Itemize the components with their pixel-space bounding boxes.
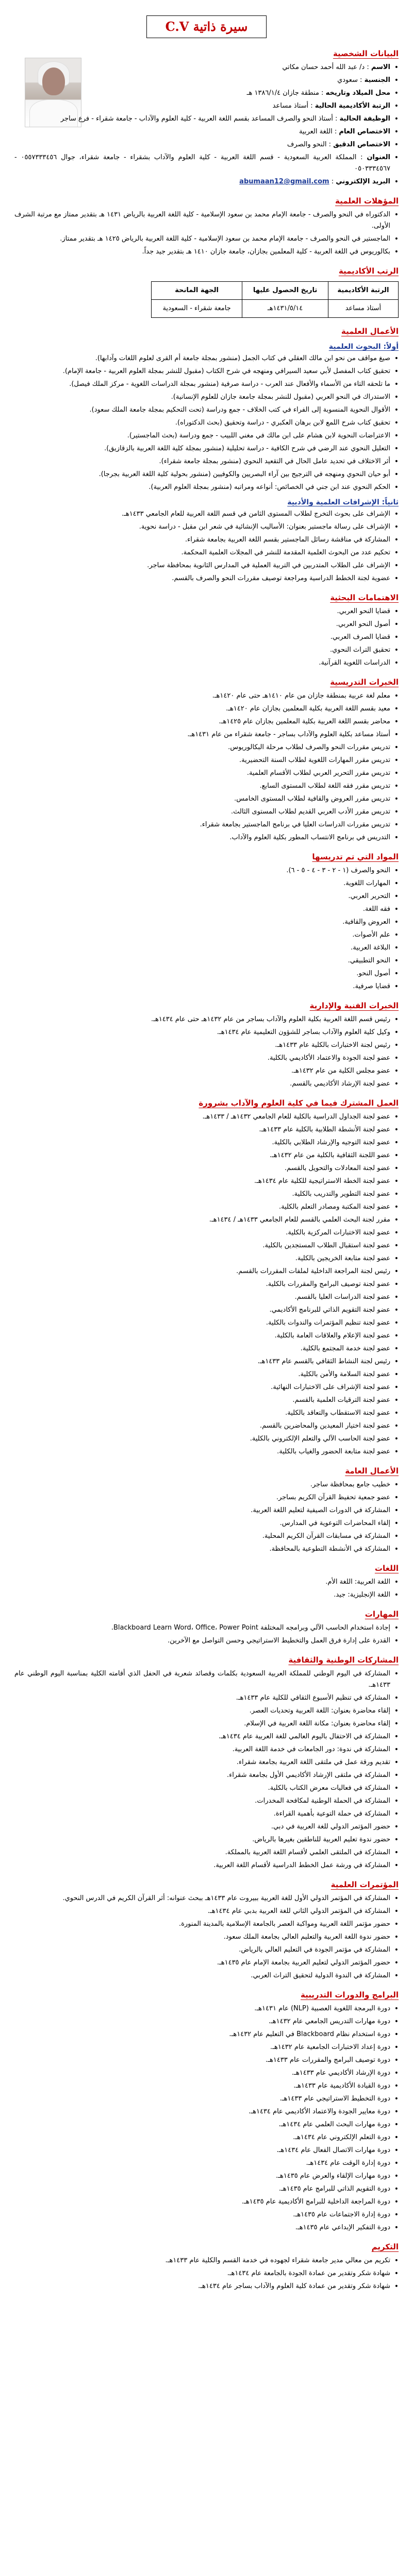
personal-value: : المملكة العربية السعودية - قسم اللغة العربية - كلية العلوم والآداب بشقراء - جامعة شقراء، جوال ٠٥٥٧٣٣٣٤٥٦ - ٠٥٠٣٣٣٤٥٦٧ — [14, 154, 390, 173]
list-item: • عضو لجنة المعادلات والتحويل بالقسم. — [14, 1163, 399, 1174]
list-item — [14, 100, 399, 112]
list-item: • النحو والصرف (١ - ٢ - ٣ - ٤ - ٥ - ٦). — [14, 865, 399, 876]
list-item: • فقه اللغة. — [14, 904, 399, 915]
personal-value: : أستاذ مساعد — [272, 102, 313, 110]
email-link[interactable]: abumaan12@gmail.com — [239, 178, 329, 185]
list-item: • بكالوريوس في اللغة العربية - كلية المعلمين بجازان، جامعة جازان ١٤١٠ هـ بتقدير جيد جداً. — [14, 246, 399, 258]
list-item: • عضو لجنة الإشراف على الاختبارات النهائية. — [14, 1382, 399, 1393]
list-item: • الدراسات اللغوية القرآنية. — [14, 657, 399, 669]
list-item: • عضو مجلس الكلية من عام ١٤٣٢هـ. — [14, 1065, 399, 1077]
list-item: • رئيس لجنة النشاط الثقافي بالقسم عام ١٤٣٣هـ. — [14, 1356, 399, 1367]
list-item: • البلاغة العربية. — [14, 942, 399, 954]
list-item: • عضو لجنة المكتبة ومصادر التعلم بالكلية. — [14, 1201, 399, 1213]
list-item — [14, 75, 399, 86]
conferences-list — [14, 1893, 399, 1981]
ranks-cell-grantor: جامعة شقراء - السعودية — [152, 300, 242, 318]
list-item: • دورة الإرشاد الأكاديمي عام ١٤٣٣هـ. — [14, 2067, 399, 2079]
section-heading-general-works: الأعمال العامة — [345, 1466, 399, 1476]
list-item: • البريد الإلكتروني : abumaan12@gmail.com — [14, 176, 399, 188]
list-item: • دورة إدارة الوقت عام ١٤٣٤هـ. — [14, 2158, 399, 2169]
list-item: • أبو حيان النحوي ومنهجه في الترجيح بين آراء البصريين والكوفيين (منشور بحولية كلية اللغة العربية بجرجا). — [14, 469, 399, 480]
list-item: • دورة توصيف البرامج والمقررات عام ١٤٣٣هـ. — [14, 2055, 399, 2066]
section-heading-personal: البيانات الشخصية — [333, 49, 399, 58]
list-item: • تحقيق كتاب المفصل لأبي سعيد السيرافي ومنهجه في شرح الكتاب (مقبول للنشر بمجلة العلوم العربية - جامعة الإمام). — [14, 366, 399, 377]
list-item: • شهادة شكر وتقدير من عمادة الجودة بالجامعة عام ١٤٣٤هـ. — [14, 2268, 399, 2279]
section-heading-degrees: المؤهلات العلمية — [335, 196, 399, 206]
list-item: • عضو لجنة الاختبارات المركزية بالكلية. — [14, 1227, 399, 1239]
personal-label: الجنسية — [364, 76, 390, 84]
list-item: • تدريس مقررات الدراسات العليا في برنامج الماجستير بجامعة شقراء. — [14, 819, 399, 831]
personal-label: الوظيفة الحالية — [339, 115, 390, 123]
list-item: • تدريس مقرر المهارات اللغوية لطلاب السنة التحضيرية. — [14, 755, 399, 766]
list-item: • المشاركة في ندوة: دور الجامعات في خدمة اللغة العربية. — [14, 1744, 399, 1755]
teaching-exp-list — [14, 690, 399, 843]
list-item: • قضايا صرفية. — [14, 981, 399, 992]
list-item: • المشاركة في الندوة الدولية لتحقيق التراث العربي. — [14, 1970, 399, 1981]
personal-section — [14, 47, 399, 188]
list-item: • مقرر لجنة البحث العلمي بالقسم للعام الجامعي ١٤٣٣هـ / ١٤٣٤هـ. — [14, 1214, 399, 1226]
ranks-header-row — [152, 282, 399, 300]
list-item: • تدريس مقرر الأدب العربي القديم لطلاب المستوى الثالث. — [14, 806, 399, 818]
list-item: • حضور ندوة اللغة العربية والتعليم العالي بجامعة الملك سعود. — [14, 1931, 399, 1943]
section-heading-programs: البرامج والدورات التدريبية — [300, 1990, 399, 1999]
ranks-header-rank: الرتبة الأكاديمية — [328, 282, 398, 300]
section-heading-honors: التكريم — [371, 2242, 399, 2251]
list-item: • أصول النحو العربي. — [14, 619, 399, 630]
section-heading-ranks: الرتب الأكاديمية — [338, 266, 399, 276]
list-item: • حضور ندوة تعليم العربية للناطقين بغيرها بالرياض. — [14, 1834, 399, 1845]
list-item: • دورة المراجعة الداخلية للبرامج الأكاديمية عام ١٤٣٥هـ. — [14, 2196, 399, 2208]
section-heading-courses: المواد التي تم تدريسها — [312, 852, 399, 861]
personal-value: : سعودي — [337, 76, 362, 84]
list-item: • دورة استخدام نظام Blackboard في التعليم عام ١٤٣٢هـ. — [14, 2029, 399, 2040]
skills-list — [14, 1622, 399, 1647]
list-item: • خطيب جامع بمحافظة ساجر. — [14, 1479, 399, 1490]
list-item: • عضو لجنة الدراسات العليا بالقسم. — [14, 1292, 399, 1303]
list-item: • عضوية لجنة الخطط الدراسية ومراجعة توصيف مقررات النحو والصرف بالقسم. — [14, 573, 399, 584]
list-item: • المشاركة في حملة التوعية بأهمية القراءة. — [14, 1808, 399, 1820]
section-heading-national: المشاركات الوطنية والثقافية — [288, 1655, 399, 1665]
list-item: • حضور المؤتمر الدولي للغة العربية في دبي. — [14, 1821, 399, 1833]
ranks-table — [151, 281, 399, 318]
list-item — [14, 62, 399, 73]
list-item: • المهارات اللغوية. — [14, 878, 399, 889]
list-item: • إلقاء محاضرة بعنوان: مكانة اللغة العربية في الإسلام. — [14, 1718, 399, 1730]
personal-value: : اللغة العربية — [299, 128, 337, 135]
list-item: • عضو لجنة الجداول الدراسية بالكلية للعام الجامعي ١٤٣٢هـ / ١٤٣٣هـ. — [14, 1111, 399, 1123]
list-item: • المشاركة في الدورات الصيفية لتعليم اللغة العربية. — [14, 1505, 399, 1516]
section-heading-teaching-exp: الخبرات التدريسية — [330, 677, 399, 687]
list-item — [14, 152, 399, 175]
list-item: • العروض والقافية. — [14, 917, 399, 928]
list-item: • الإشراف على رسالة ماجستير بعنوان: الأساليب الإنشائية في شعر ابن مقبل - دراسة نحوية. — [14, 521, 399, 533]
section-heading-conferences: المؤتمرات العلمية — [331, 1880, 399, 1889]
list-item: • علم الأصوات. — [14, 929, 399, 941]
list-item: • المشاركة في اليوم الوطني للمملكة العربية السعودية بكلمات وقصائد شعرية في الحفل الذي أقامته الكلية بمناسبة اليوم الوطني عام ١٤٣٣هـ. — [14, 1668, 399, 1691]
list-item: • رئيس قسم اللغة العربية بكلية العلوم والآداب بساجر من عام ١٤٣٢هـ حتى عام ١٤٣٤هـ. — [14, 1014, 399, 1025]
list-item: • تحكيم عدد من البحوث العلمية المقدمة للنشر في المجلات العلمية المحكمة. — [14, 547, 399, 558]
list-item: • تحقيق التراث النحوي. — [14, 645, 399, 656]
section-heading-joint-work: العمل المشترك فيما في كلية العلوم والآداب بشرورة — [199, 1098, 399, 1108]
list-item — [14, 88, 399, 99]
list-item: • دورة مهارات البحث العلمي عام ١٤٣٤هـ. — [14, 2119, 399, 2130]
list-item: • إلقاء محاضرة بعنوان: اللغة العربية وتحديات العصر. — [14, 1705, 399, 1717]
languages-list — [14, 1577, 399, 1601]
list-item: • عضو جمعية تحفيظ القرآن الكريم بساجر. — [14, 1492, 399, 1503]
programs-list — [14, 2003, 399, 2233]
list-item: • عضو لجنة اختيار المعيدين والمحاضرين بالقسم. — [14, 1420, 399, 1432]
ranks-header-grantor: الجهة المانحة — [152, 282, 242, 300]
list-item: • عضو لجنة الأنشطة الطلابية بالكلية عام ١٤٣٣هـ. — [14, 1124, 399, 1136]
list-item: • المشاركة في المؤتمر الدولي الأول للغة العربية ببيروت عام ١٤٣٣هـ ببحث عنوانه: أثر القرآن الكريم في الدرس النحوي. — [14, 1893, 399, 1904]
list-item: • عضو لجنة خدمة المجتمع بالكلية. — [14, 1343, 399, 1354]
list-item: • عضو لجنة التوجيه والإرشاد الطلابي بالكلية. — [14, 1137, 399, 1148]
ranks-header-date: تاريخ الحصول عليها — [242, 282, 328, 300]
list-item: • أستاذ مساعد بكلية العلوم والآداب بساجر - جامعة شقراء من عام ١٤٣١هـ. — [14, 729, 399, 740]
list-item: • تكريم من معالي مدير جامعة شقراء لجهوده في خدمة القسم والكلية عام ١٤٣٣هـ. — [14, 2255, 399, 2266]
list-item: • الأقوال النحوية المنسوبة إلى الفراء في كتب الخلاف - جمع ودراسة (تحت التحكيم بمجلة جامعة الملك سعود). — [14, 404, 399, 416]
general-works-list — [14, 1479, 399, 1555]
list-item: • المشاركة في فعاليات معرض الكتاب بالكلية. — [14, 1783, 399, 1794]
personal-value: : أستاذ النحو والصرف المساعد بقسم اللغة العربية - كلية العلوم والآداب - جامعة شقراء - فرع ساجر — [60, 115, 338, 123]
list-item: • المشاركة في مناقشة رسائل الماجستير بقسم اللغة العربية بجامعة شقراء. — [14, 534, 399, 546]
list-item: • عضو لجنة استقبال الطلاب المستجدين بالكلية. — [14, 1240, 399, 1251]
list-item: • عضو لجنة الخطة الاستراتيجية للكلية عام ١٤٣٤هـ. — [14, 1176, 399, 1187]
list-item: • الإشراف على الطلاب المتدربين في التربية العملية في المدارس الثانوية بمحافظة ساجر. — [14, 560, 399, 571]
list-item: • المشاركة في الأنشطة التطوعية بالمحافظة. — [14, 1544, 399, 1555]
personal-value: : النحو والصرف — [287, 141, 331, 148]
admin-exp-list — [14, 1014, 399, 1090]
degrees-list — [14, 209, 399, 258]
list-item: • رئيس لجنة المراجعة الداخلية لملفات المقررات بالقسم. — [14, 1266, 399, 1277]
list-item: • معلم لغة عربية بمنطقة جازان من عام ١٤١٠هـ حتى عام ١٤٢٠هـ. — [14, 690, 399, 702]
list-item: • إلقاء المحاضرات التوعوية في المدارس. — [14, 1518, 399, 1529]
section-heading-skills: المهارات — [365, 1609, 399, 1619]
sub-heading-research: أولاً: البحوث العلمية — [328, 343, 399, 351]
title-wrap — [14, 15, 399, 38]
list-item: • الحكم النحوي عند ابن جني في الخصائص: أنواعه ومراتبه (منشور بمجلة العلوم العربية). — [14, 482, 399, 493]
list-item: • عضو لجنة التطوير والتدريب بالكلية. — [14, 1189, 399, 1200]
list-item: • اللغة العربية: اللغة الأم. — [14, 1577, 399, 1588]
list-item: • المشاركة في الاحتفال باليوم العالمي للغة العربية عام ١٤٣٤هـ. — [14, 1731, 399, 1742]
list-item: • عضو لجنة الترقيات العلمية بالقسم. — [14, 1395, 399, 1406]
list-item: • المشاركة في الملتقى العلمي لأقسام اللغة العربية بالمملكة. — [14, 1847, 399, 1858]
list-item: • دورة التعلم الإلكتروني عام ١٤٣٤هـ. — [14, 2132, 399, 2143]
list-item — [14, 126, 399, 138]
list-item: • المشاركة في الحملة الوطنية لمكافحة المخدرات. — [14, 1795, 399, 1807]
list-item: • دورة إدارة الاجتماعات عام ١٤٣٥هـ. — [14, 2209, 399, 2221]
section-heading-languages: اللغات — [374, 1564, 399, 1573]
list-item: • دورة مهارات الاتصال الفعال عام ١٤٣٤هـ. — [14, 2145, 399, 2156]
list-item: • الماجستير في النحو والصرف - جامعة الإمام محمد بن سعود الإسلامية - كلية اللغة العربية بالرياض ١٤٢٥ هـ بتقدير ممتاز. — [14, 233, 399, 245]
list-item: • وكيل كلية العلوم والآداب بساجر للشؤون التعليمية عام ١٤٣٤هـ. — [14, 1027, 399, 1038]
list-item: • معيد بقسم اللغة العربية بكلية المعلمين بجازان عام ١٤٢٠هـ. — [14, 703, 399, 715]
personal-value: : د/ عبد الله أحمد حسان مكاتي — [282, 63, 369, 71]
list-item: • عضو لجنة الحاسب الآلي والتعلم الإلكتروني بالكلية. — [14, 1433, 399, 1445]
ranks-cell-rank: أستاذ مساعد — [328, 300, 398, 318]
list-item: • عضو لجنة توصيف البرامج والمقررات بالكلية. — [14, 1279, 399, 1290]
list-item: • قضايا الصرف العربي. — [14, 632, 399, 643]
list-item: • عضو لجنة السلامة والأمن بالكلية. — [14, 1369, 399, 1380]
list-item: • دورة مهارات الإلقاء والعرض عام ١٤٣٥هـ. — [14, 2171, 399, 2182]
list-item: • المشاركة في المؤتمر الدولي الثاني للغة العربية بدبي عام ١٤٣٤هـ. — [14, 1906, 399, 1917]
list-item: • تقديم ورقة عمل في ملتقى اللغة العربية بجامعة شقراء. — [14, 1757, 399, 1768]
list-item: • دورة التفكير الإبداعي عام ١٤٣٥هـ. — [14, 2222, 399, 2233]
list-item: • التدريس في برنامج الانتساب المطور بكلية العلوم والآداب. — [14, 832, 399, 843]
list-item: • المشاركة في مسابقات القرآن الكريم المحلية. — [14, 1531, 399, 1542]
personal-label: محل الميلاد وتاريخه — [325, 89, 390, 97]
list-item: • عضو لجنة متابعة الخريجين بالكلية. — [14, 1253, 399, 1264]
list-item: • أثر الاختلاف في تحديد عامل الحال في التقعيد النحوي (منشور بمجلة جامعة شقراء). — [14, 456, 399, 467]
personal-label: الرتبة الأكاديمية الحالية — [315, 102, 390, 110]
personal-label: البريد الإلكتروني — [336, 178, 390, 185]
list-item: • عضو لجنة متابعة الحضور والغياب بالكلية. — [14, 1446, 399, 1458]
list-item: • إجادة استخدام الحاسب الآلي وبرامجه المختلفة Blackboard Learn Word، Office، Power Point. — [14, 1622, 399, 1634]
list-item: • التعليل النحوي عند الرضي في شرح الكافية - دراسة تحليلية (منشور بمجلة كلية اللغة العربية بالزقازيق). — [14, 443, 399, 454]
supervision-list — [14, 509, 399, 584]
list-item: • صيغ مواقف من نحو ابن مالك العقلي في كتاب الجمل (منشور بمجلة جامعة أم القرى لعلوم اللغات وآدابها). — [14, 353, 399, 364]
joint-work-list — [14, 1111, 399, 1458]
list-item: • تدريس مقرر التحرير العربي لطلاب الأقسام العلمية. — [14, 768, 399, 779]
list-item: • عضو لجنة الجودة والاعتماد الأكاديمي بالكلية. — [14, 1053, 399, 1064]
section-heading-admin-exp: الخبرات الفنية والإدارية — [309, 1001, 399, 1010]
list-item: • دورة القيادة الأكاديمية عام ١٤٣٣هـ. — [14, 2080, 399, 2092]
list-item: • اللغة الإنجليزية: جيد. — [14, 1589, 399, 1601]
honors-list — [14, 2255, 399, 2292]
list-item: • المشاركة في ملتقى الإرشاد الأكاديمي الأول بجامعة شقراء. — [14, 1770, 399, 1781]
sub-heading-supervision: ثانياً: الإشرافات العلمية والأدبية — [287, 498, 399, 506]
page-title: سيرة ذاتية C.V — [146, 15, 267, 38]
personal-label: الاختصاص العام — [339, 128, 390, 135]
list-item: • التحرير العربي. — [14, 891, 399, 902]
list-item: • عضو لجنة الإرشاد الأكاديمي بالقسم. — [14, 1078, 399, 1090]
courses-list — [14, 865, 399, 992]
list-item: • دورة إعداد الاختبارات الجامعية عام ١٤٣٢هـ. — [14, 2042, 399, 2053]
national-list — [14, 1668, 399, 1871]
ranks-cell-date: ١٤٣١/٥/١٤هـ — [242, 300, 328, 318]
specialty-list — [14, 606, 399, 669]
list-item: • أصول النحو. — [14, 968, 399, 979]
list-item: • دورة معايير الجودة والاعتماد الأكاديمي عام ١٤٣٤هـ. — [14, 2106, 399, 2117]
section-heading-specialty: الاهتمامات البحثية — [330, 593, 399, 602]
list-item: • عضو لجنة التقويم الذاتي للبرنامج الأكاديمي. — [14, 1304, 399, 1316]
personal-value: : منطقة جازان ١٣٨٦/١/٤ هـ — [246, 89, 324, 97]
list-item: • تدريس مقرر العروض والقافية لطلاب المستوى الخامس. — [14, 793, 399, 805]
list-item: • ما تلحقه التاء من الأسماء والأفعال عند العرب - دراسة صرفية (منشور بمجلة الدراسات اللغوية - مركز الملك فيصل). — [14, 379, 399, 390]
list-item: • تدريس مقرر فقه اللغة لطلاب المستوى السابع. — [14, 781, 399, 792]
list-item — [14, 139, 399, 150]
research-list — [14, 353, 399, 493]
table-row — [152, 300, 399, 318]
list-item: • النحو التطبيقي. — [14, 955, 399, 967]
list-item: • تدريس مقررات النحو والصرف لطلاب مرحلة البكالوريوس. — [14, 742, 399, 753]
list-item: • الدكتوراه في النحو والصرف - جامعة الإمام محمد بن سعود الإسلامية - كلية اللغة العربية بالرياض ١٤٣١ هـ بتقدير ممتاز مع مرتبة الشرف الأولى. — [14, 209, 399, 232]
list-item: • عضو لجنة الاستقطاب والتعاقد بالكلية. — [14, 1408, 399, 1419]
list-item: • عضو لجنة الإعلام والعلاقات العامة بالكلية. — [14, 1330, 399, 1342]
list-item: • الاعتراضات النحوية لابن هشام على ابن مالك في مغني اللبيب - جمع ودراسة (بحث الماجستير). — [14, 430, 399, 442]
list-item: • المشاركة في ورشة عمل الخطط الدراسية لأقسام اللغة العربية. — [14, 1860, 399, 1871]
list-item: • تحقيق كتاب شرح اللمع لابن برهان العكبري - دراسة وتحقيق (بحث الدكتوراه). — [14, 417, 399, 429]
list-item — [14, 113, 399, 125]
list-item: • رئيس لجنة الاختبارات بالكلية عام ١٤٣٣هـ. — [14, 1040, 399, 1051]
list-item: • الإشراف على بحوث التخرج لطلاب المستوى الثامن في قسم اللغة العربية للعام الجامعي ١٤٣٣هـ. — [14, 509, 399, 520]
list-item: • المشاركة في مؤتمر الجودة في التعليم العالي بالرياض. — [14, 1944, 399, 1956]
list-item: • شهادة شكر وتقدير من عمادة كلية العلوم والآداب بساجر عام ١٤٣٤هـ. — [14, 2281, 399, 2292]
list-item: • قضايا النحو العربي. — [14, 606, 399, 617]
list-item: • القدرة على إدارة فرق العمل والتخطيط الاستراتيجي وحسن التواصل مع الآخرين. — [14, 1635, 399, 1647]
list-item: • محاضر بقسم اللغة العربية بكلية المعلمين بجازان عام ١٤٢٥هـ. — [14, 716, 399, 727]
personal-label: العنوان — [367, 154, 391, 161]
personal-label: الاختصاص الدقيق — [333, 141, 390, 148]
list-item: • المشاركة في تنظيم الأسبوع الثقافي للكلية عام ١٤٣٣هـ. — [14, 1692, 399, 1704]
section-heading-works: الأعمال العلمية — [341, 327, 399, 336]
list-item: • حضور المؤتمر الدولي لتعليم العربية بجامعة الإمام عام ١٤٣٥هـ. — [14, 1957, 399, 1969]
list-item: • دورة مهارات التدريس الجامعي عام ١٤٣٢هـ. — [14, 2016, 399, 2027]
list-item: • عضو لجنة تنظيم المؤتمرات والندوات بالكلية. — [14, 1317, 399, 1329]
list-item: • دورة التقويم الذاتي للبرامج عام ١٤٣٥هـ. — [14, 2183, 399, 2195]
list-item: • الاستدراك في النحو العربي (مقبول للنشر بمجلة جامعة جازان للعلوم الإنسانية). — [14, 392, 399, 403]
list-item: • دورة البرمجة اللغوية العصبية (NLP) عام ١٤٣١هـ. — [14, 2003, 399, 2014]
list-item: • حضور مؤتمر اللغة العربية ومواكبة العصر بالجامعة الإسلامية بالمدينة المنورة. — [14, 1919, 399, 1930]
list-item: • عضو اللجنة الثقافية بالكلية من عام ١٤٣٢هـ. — [14, 1150, 399, 1161]
personal-label: الاسم — [371, 63, 390, 71]
list-item: • دورة التخطيط الاستراتيجي عام ١٤٣٣هـ. — [14, 2093, 399, 2105]
